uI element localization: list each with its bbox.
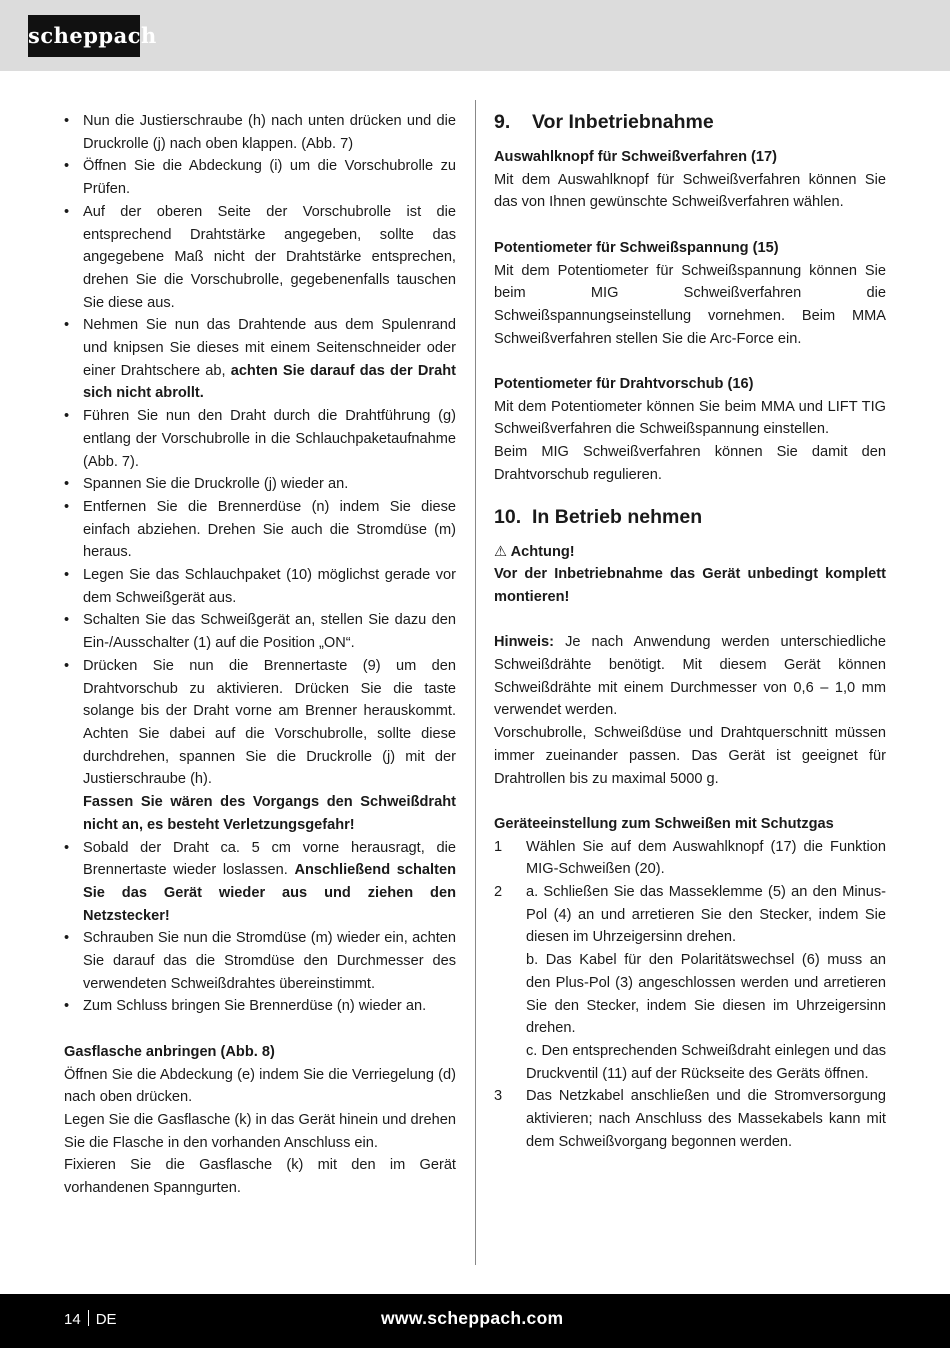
subheading: Geräteeinstellung zum Schweißen mit Schutzgas (494, 815, 834, 832)
bullet-icon: • (64, 998, 70, 1015)
bullet-icon: • (64, 612, 70, 629)
list-item: • Drücken Sie nun die Brennertaste (9) um den Drahtvorschub zu aktivieren. Drücken Sie die taste solange bis der Draht vorne am Brenner herauskommt. Achten Sie dabei auf die Vorschubrolle, sollte diese durchdrehen, spannen Sie die Druckrolle (j) mit der Justierschraube (h). Fassen Sie wären des Vorgangs den Schweißdraht nicht an, es besteht Verletzungsgefahr! (64, 655, 456, 837)
right-column (494, 110, 886, 1153)
list-item: • Auf der oberen Seite der Vorschubrolle ist die entsprechend Drahtstärke angegeben, sollte das angegebene Maß nicht der Drahtstärke entsprechen, drehen Sie die Vorschubrolle, gegebenenfalls tauschen Sie diese aus. (64, 201, 456, 315)
paragraph: Fixieren Sie die Gasflasche (k) mit den im Gerät vorhandenen Spanngurten. (64, 1157, 456, 1197)
list-item: • Führen Sie nun den Draht durch die Drahtführung (g) entlang der Vorschubrolle in die Schlauchpaketaufnahme (Abb. 7). (64, 405, 456, 473)
bullet-icon: • (64, 158, 70, 175)
gas-heading: Gasflasche anbringen (Abb. 8) (64, 1043, 275, 1060)
list-item: • Schrauben Sie nun die Stromdüse (m) wieder ein, achten Sie darauf das die Stromdüse den Durchmesser des verwendeten Schweißdrahtes übereinstimmt. (64, 927, 456, 995)
bullet-icon: • (64, 113, 70, 129)
numbered-step: 1 Wählen Sie auf dem Auswahlknopf (17) die Funktion MIG-Schweißen (20). (494, 838, 886, 878)
page-number: 14 DE (64, 1311, 117, 1328)
bullet-icon: • (64, 930, 70, 947)
list-item: • Entfernen Sie die Brennerdüse (n) indem Sie diese einfach abziehen. Drehen Sie auch die Stromdüse (m) heraus. (64, 496, 456, 564)
numbered-step: 2 a. Schließen Sie das Masseklemme (5) an den Minus-Pol (4) an und arretieren Sie den Stecker, indem Sie diesen im Uhrzeigersinn drehen. b. Das Kabel für den Polaritätswechsel (6) muss an den Plus-Pol (3) angeschlossen werden und arretieren Sie den Stecker, indem Sie diesen im Uhrzeigersinn drehen. c. Den entsprechenden Schweißdraht einlegen und das Druckventil (11) auf der Rückseite des Geräts öffnen. (494, 884, 886, 1082)
bullet-icon: • (64, 476, 70, 493)
paragraph: Vorschubrolle, Schweißdüse und Drahtquerschnitt müssen immer zueinander passen. Das Gerät ist geeignet für Drahtrollen bis zu maximal 5000 g. (494, 725, 886, 787)
bullet-icon: • (64, 657, 70, 674)
website-link[interactable]: www.scheppach.com (381, 1308, 564, 1328)
warning-label: ⚠ Achtung! (494, 543, 575, 560)
list-item: • Zum Schluss bringen Sie Brennerdüse (n) wieder an. (64, 995, 456, 1018)
paragraph: Legen Sie die Gasflasche (k) in das Gerät hinein und drehen Sie die Flasche in den vorhanden Anschluss ein. (64, 1111, 456, 1151)
list-item: • Öffnen Sie die Abdeckung (i) um die Vorschubrolle zu Prüfen. (64, 155, 456, 200)
subheading: Potentiometer für Drahtvorschub (16) (494, 376, 754, 392)
warning-paragraph: Fassen Sie wären des Vorgangs den Schweißdraht nicht an, es besteht Verletzungsgefahr! (83, 794, 456, 833)
paragraph: Beim MIG Schweißverfahren können Sie damit den Drahtvorschub regulieren. (494, 444, 886, 483)
list-item: • Nehmen Sie nun das Drahtende aus dem Spulenrand und knipsen Sie dieses mit einem Seitenschneider oder einer Drahtschere ab, achten Sie darauf das der Draht sich nicht abrollt. (64, 314, 456, 405)
paragraph: Mit dem Auswahlknopf für Schweißverfahren können Sie das von Ihnen gewünschte Schweißverfahren wählen. (494, 171, 886, 211)
list-item: • Legen Sie das Schlauchpaket (10) möglichst gerade vor dem Schweißgerät aus. (64, 564, 456, 609)
list-item: • Sobald der Draht ca. 5 cm vorne herausragt, die Brennertaste wieder loslassen. Anschließend schalten Sie das Gerät wieder aus und ziehen den Netzstecker! (64, 837, 456, 928)
list-item: • Spannen Sie die Druckrolle (j) wieder an. (64, 473, 456, 496)
warning-triangle-icon: ⚠ (494, 543, 508, 560)
column-divider (475, 100, 476, 1265)
footer-band (0, 1294, 950, 1348)
bullet-icon: • (64, 839, 70, 856)
left-column (64, 110, 456, 1200)
bullet-icon: • (64, 567, 70, 584)
list-item: • Schalten Sie das Schweißgerät an, stellen Sie dazu den Ein-/Ausschalter (1) auf die Position „ON“. (64, 609, 456, 654)
numbered-step: 3 Das Netzkabel anschließen und die Stromversorgung aktivieren; nach Anschluss des Massekabels kann mit dem Schweißvorgang begonnen werden. (494, 1088, 886, 1150)
paragraph: Mit dem Potentiometer können Sie beim MMA und LIFT TIG Schweißverfahren die Schweißspannung einstellen. (494, 398, 886, 438)
header-band (0, 0, 950, 71)
bullet-icon: • (64, 203, 70, 220)
section-heading: 9. Vor Inbetriebnahme (494, 111, 714, 133)
subheading: Potentiometer für Schweißspannung (15) (494, 239, 779, 256)
bullet-icon: • (64, 317, 70, 334)
note-paragraph: Hinweis: Je nach Anwendung werden unterschiedliche Schweißdrähte benötigt. Mit diesem Gerät können Schweißdrähte mit einem Durchmesser von 0,6 – 1,0 mm verwendet werden. (494, 634, 886, 719)
paragraph: Mit dem Potentiometer für Schweißspannung können Sie beim MIG Schweißverfahren die Schweißspannungseinstellung vornehmen. Beim MMA Schweißverfahren stellen Sie die Arc-Force ein. (494, 262, 886, 347)
warning-text: Vor der Inbetriebnahme das Gerät unbedingt komplett montieren! (494, 566, 886, 605)
section-heading: 10. In Betrieb nehmen (494, 505, 703, 528)
scheppach-logo: scheppach (28, 15, 140, 57)
list-item: • Nun die Justierschraube (h) nach unten drücken und die Druckrolle (j) nach oben klappen. (Abb. 7) (64, 110, 456, 155)
subheading: Auswahlknopf für Schweißverfahren (17) (494, 149, 778, 165)
bullet-icon: • (64, 408, 70, 425)
paragraph: Öffnen Sie die Abdeckung (e) indem Sie die Verriegelung (d) nach oben drücken. (64, 1066, 456, 1106)
bullet-icon: • (64, 498, 70, 515)
